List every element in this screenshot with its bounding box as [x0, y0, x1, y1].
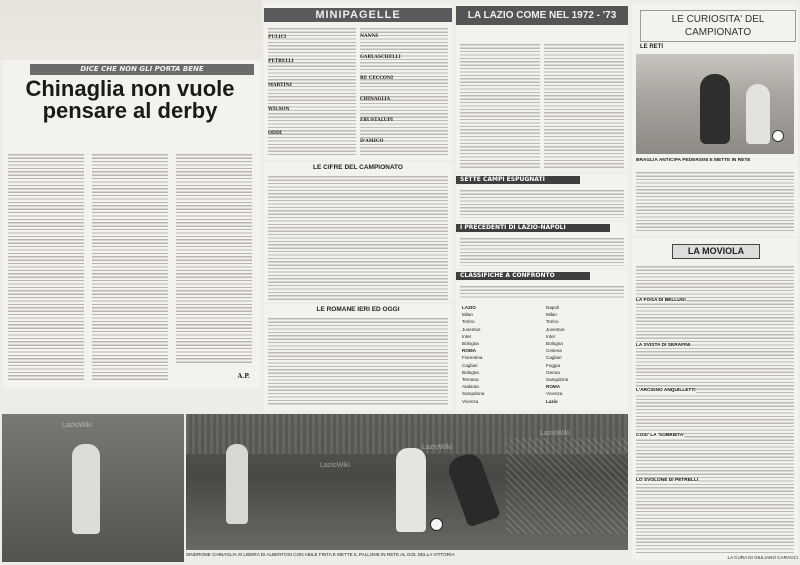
standings-row: LAZIO: [462, 305, 476, 310]
precedenti-body: [460, 236, 624, 266]
standings-row: Napoli: [546, 305, 560, 310]
standings-row: Inter: [462, 333, 472, 339]
moviola-subhead: LA FOGA DI BELLUGI: [636, 298, 686, 303]
cifre-body: [268, 174, 448, 300]
standings-row: Torino: [546, 319, 559, 325]
player-name: NANNI: [360, 34, 378, 39]
player-figure: [72, 444, 100, 534]
goal-net: [506, 438, 628, 534]
standings-row: Genoa: [546, 369, 560, 375]
bleed-through: [0, 0, 262, 60]
standings-row: Vicenza: [462, 398, 479, 404]
headline: Chinaglia non vuole pensare al derby: [25, 76, 235, 123]
player-name: PETRELLI: [268, 59, 294, 64]
standings-row: Bologna: [462, 369, 479, 375]
curiosita-body: [636, 170, 794, 232]
watermark: LazioWiki: [422, 444, 452, 451]
watermark: LazioWiki: [540, 430, 570, 437]
player-name: MARTINI: [268, 83, 292, 88]
moviola-subhead: COSI' LA 'SOBRIETA': [636, 433, 685, 438]
player-name: WILSON: [268, 107, 290, 112]
minipagelle-clipping: [264, 4, 452, 160]
classifiche-title: CLASSIFICHE A CONFRONTO: [456, 272, 590, 280]
curiosita-section: LE RETI: [640, 44, 664, 50]
cifre-title: LE CIFRE DEL CAMPIONATO: [313, 164, 403, 171]
standings-row: Bologna: [462, 341, 479, 347]
curiosita-clipping: [632, 4, 798, 236]
lazio-1972-col-1: [460, 42, 540, 168]
moviola-subhead: LA SVISTA DI SERAFINI: [636, 343, 691, 348]
main-photo-caption: SINDROME CHINAGLIA SI LIBERA DI ALBERTOSI CON ABILE FINTA E METTE IL PALLONE IN RETE AL GOL DELLA VITTORIA: [186, 552, 455, 557]
classifica-left: [462, 304, 540, 405]
sette-campi-clipping: [456, 174, 628, 220]
standings-row: Cesena: [546, 348, 562, 354]
standings-row: Cagliari: [462, 362, 478, 368]
precedenti-title: I PRECEDENTI DI LAZIO-NAPOLI: [456, 224, 610, 232]
left-clipping: [2, 60, 260, 388]
curiosita-caption: BRAGLIA ANTICIPA PEDERSINI E METTE IN RETE: [636, 158, 751, 163]
article-col-1: [8, 152, 84, 382]
small-photo: [2, 414, 184, 562]
classifica-right: [546, 304, 624, 405]
article-col-3: [176, 152, 252, 364]
minipagelle-title: MINIPAGELLE: [264, 8, 452, 22]
player-figure: [445, 450, 501, 527]
player-names-right: [360, 26, 448, 152]
standings-row: Cagliari: [546, 355, 562, 361]
player-name: RE CECCONI: [360, 76, 394, 81]
standings-row: Milan: [462, 312, 473, 318]
player-name: D'AMICO: [360, 139, 384, 144]
article-columns: [8, 152, 252, 382]
moviola-subheads: [636, 298, 794, 483]
moviola-clipping: [632, 238, 798, 560]
standings-row: ROMA: [462, 348, 477, 354]
signature: A.P.: [237, 373, 250, 380]
kicker-bar: DICE CHE NON GLI PORTA BENE: [30, 64, 254, 75]
standings-row: Atalanta: [462, 384, 479, 390]
curiosita-title: LE CURIOSITA' DEL CAMPIONATO: [640, 10, 796, 42]
moviola-title: LA MOVIOLA: [672, 244, 760, 259]
standings-row: Foggia: [546, 362, 561, 368]
standings-row: Fiorentina: [462, 355, 483, 361]
standings-row: Ternana: [462, 377, 479, 383]
player-figure: [226, 444, 248, 524]
classifiche-intro: [460, 284, 624, 300]
standings-row: Juventus: [462, 326, 481, 332]
romane-title: LE ROMANE IERI ED OGGI: [316, 306, 400, 313]
standings-row: Juventus: [546, 326, 565, 332]
moviola-subhead: L'ARCIGNO ANQUILLETTI: [636, 388, 696, 393]
player-name: CHINAGLIA: [360, 97, 391, 102]
cifre-clipping: [264, 162, 452, 302]
standings-row: Torino: [462, 319, 475, 325]
sette-campi-body: [460, 188, 624, 218]
player-figure: [746, 84, 770, 144]
lazio-1972-clipping: [456, 4, 628, 172]
standings-row: Sampdoria: [462, 391, 485, 397]
player-name: GARLASCHELLI: [360, 55, 401, 60]
player-names-left: [268, 26, 356, 146]
player-figure: [396, 448, 426, 532]
standings-row: Lazio: [546, 398, 558, 404]
ball-icon: [430, 518, 443, 531]
standings-row: ROMA: [546, 384, 561, 390]
standings-row: Milan: [546, 312, 557, 318]
standings-row: Vicenza: [546, 391, 563, 397]
precedenti-clipping: [456, 222, 628, 268]
curiosita-photo: [636, 54, 794, 154]
classifiche-clipping: [456, 270, 628, 410]
photo-credit: LA CURA DI GIULIANO CARACCI: [727, 555, 798, 560]
sette-campi-title: SETTE CAMPI ESPUGNATI: [456, 176, 580, 184]
player-name: PULICI: [268, 35, 287, 40]
standings-row: Sampdoria: [546, 377, 569, 383]
standings-row: Inter: [546, 333, 556, 339]
lazio-1972-title: LA LAZIO COME NEL 1972 - '73: [456, 6, 628, 25]
moviola-subhead: LO SVOLONE DI PETRELLI: [636, 478, 699, 483]
lazio-1972-col-2: [544, 42, 624, 168]
romane-clipping: [264, 304, 452, 410]
watermark: LazioWiki: [62, 422, 92, 429]
article-col-2: [92, 152, 168, 382]
ball-icon: [772, 130, 784, 142]
player-name: ODDI: [268, 131, 282, 136]
romane-body: [268, 316, 448, 406]
player-figure: [700, 74, 730, 144]
watermark: LazioWiki: [320, 462, 350, 469]
player-name: FRUSTALUPI: [360, 118, 394, 123]
standings-row: Bologna: [546, 341, 563, 347]
